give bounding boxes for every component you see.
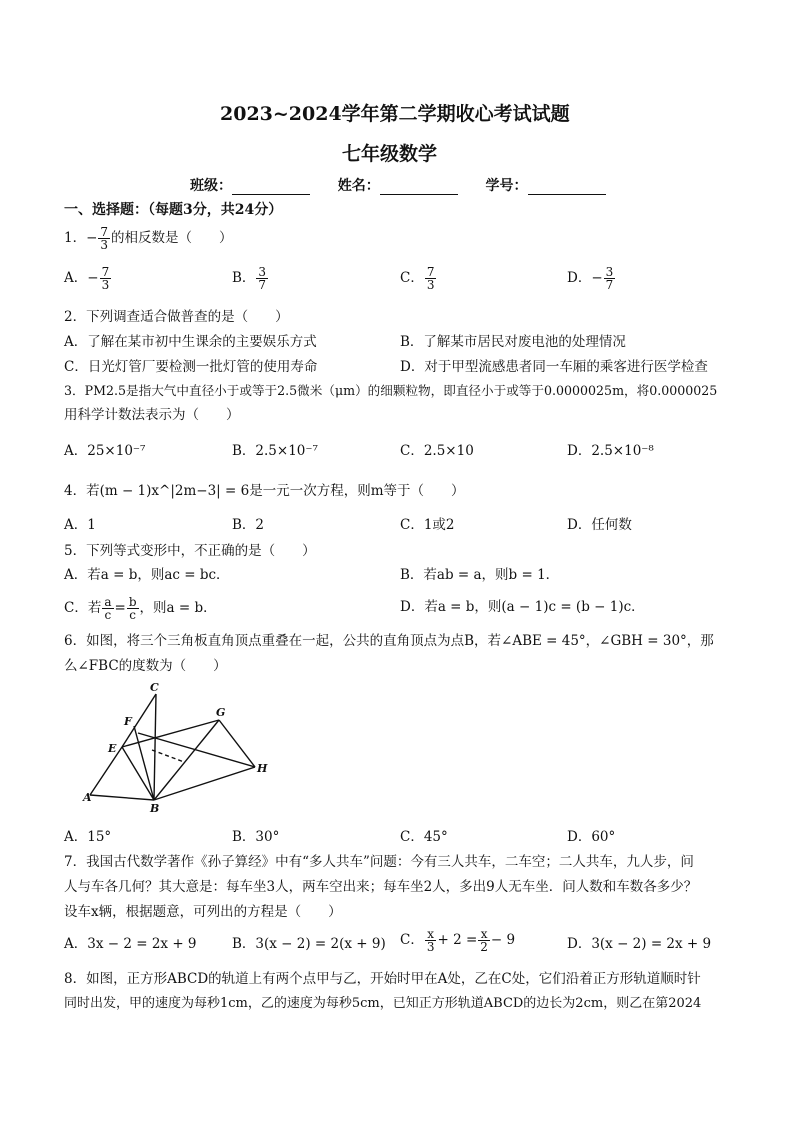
label-C: C (150, 681, 159, 694)
q7-option-d[interactable]: D．3(x − 2) = 2x + 9 (567, 936, 712, 952)
triangle-figure (80, 678, 280, 813)
question-6-stem-line2: 么∠FBC的度数为（ ） (64, 658, 227, 674)
q7-option-b[interactable]: B．3(x − 2) = 2(x + 9) (232, 936, 386, 952)
question-7-stem-line1: 7．我国古代数学著作《孙子算经》中有“多人共车”问题：今有三人共车，二车空；二人共车，九人步，问 (64, 854, 694, 870)
q6-option-b[interactable]: B．30° (232, 829, 280, 845)
q5-option-a[interactable]: A．若a = b，则ac = bc． (64, 567, 230, 583)
q3-option-a[interactable]: A．25×10⁻⁷ (64, 443, 146, 459)
q3-option-c[interactable]: C．2.5×10 (400, 443, 474, 459)
q2-option-c[interactable]: C．日光灯管厂要检测一批灯管的使用寿命 (64, 359, 318, 375)
name-blank[interactable] (380, 180, 458, 195)
question-7-stem-line2: 人与车各几何？其大意是：每车坐3人，两车空出来；每车坐2人，多出9人无车坐．问人数和车数各多少？ (64, 879, 698, 895)
q5-option-c[interactable]: C．若 $\frac{a}{c}$ = $\frac{b}{c}$ ，则a = b． (64, 595, 217, 622)
label-A: A (83, 791, 92, 804)
question-7-stem-line3: 设车x辆，根据题意，可列出的方程是（ ） (64, 904, 342, 920)
q1-option-b[interactable]: B． $\frac{3}{7}$ (232, 265, 267, 292)
id-blank[interactable] (528, 180, 606, 195)
exam-subtitle: 七年级数学 (342, 143, 438, 165)
question-4-stem: 4．若(m − 1)x^|2m−3| = 6是一元一次方程，则m等于（ ） (64, 483, 465, 499)
name-label: 姓名： (337, 178, 380, 194)
label-B: B (150, 802, 160, 813)
q5-option-b[interactable]: B．若ab = a，则b = 1． (400, 567, 560, 583)
label-H: H (257, 762, 268, 775)
label-E: E (108, 742, 117, 755)
q5-option-d[interactable]: D．若a = b，则(a − 1)c = (b − 1)c． (400, 599, 645, 615)
question-3-stem-line2: 用科学计数法表示为（ ） (64, 407, 240, 423)
student-info (190, 175, 606, 195)
q4-option-a[interactable]: A．1 (64, 517, 96, 533)
question-2-stem: 2．下列调查适合做普查的是（ ） (64, 309, 289, 325)
q7-option-c[interactable]: C． $\frac{x}{3}$ + 2 = $\frac{x}{2}$ − 9 (400, 927, 516, 954)
q3-option-d[interactable]: D．2.5×10⁻⁸ (567, 443, 654, 459)
q3-option-b[interactable]: B．2.5×10⁻⁷ (232, 443, 318, 459)
section-heading: 一、选择题：（每题3分，共24分） (64, 202, 283, 218)
q1-option-a[interactable]: A．− $\frac{7}{3}$ (64, 265, 110, 292)
q6-option-d[interactable]: D．60° (567, 829, 616, 845)
q4-option-b[interactable]: B．2 (232, 517, 265, 533)
q2-option-d[interactable]: D．对于甲型流感患者同一车厢的乘客进行医学检查 (400, 359, 708, 375)
exam-title: 2023~2024学年第二学期收心考试试题 (220, 103, 570, 125)
question-8-stem-line1: 8．如图，正方形ABCD的轨道上有两个点甲与乙，开始时甲在A处，乙在C处，它们沿着正方形轨道顺时针 (64, 971, 701, 987)
q7-option-a[interactable]: A．3x − 2 = 2x + 9 (64, 936, 197, 952)
q6-option-a[interactable]: A．15° (64, 829, 112, 845)
q1-option-c[interactable]: C． $\frac{7}{3}$ (400, 265, 435, 292)
label-G: G (216, 706, 226, 719)
q2-option-a[interactable]: A．了解在某市初中生课余的主要娱乐方式 (64, 334, 317, 350)
q4-option-d[interactable]: D．任何数 (567, 517, 632, 533)
q6-option-c[interactable]: C．45° (400, 829, 448, 845)
q1-option-d[interactable]: D．− $\frac{3}{7}$ (567, 265, 614, 292)
class-blank[interactable] (232, 180, 310, 195)
q2-option-b[interactable]: B．了解某市居民对废电池的处理情况 (400, 334, 626, 350)
id-label: 学号： (485, 178, 528, 194)
question-8-stem-line2: 同时出发，甲的速度为每秒1cm，乙的速度为每秒5cm，已知正方形轨道ABCD的边长为2cm，则乙在第2024 (64, 996, 702, 1011)
q4-option-c[interactable]: C．1或2 (400, 517, 455, 533)
question-6-stem-line1: 6．如图，将三个三角板直角顶点重叠在一起，公共的直角顶点为点B，若∠ABE = 45°，∠GBH = 30°，那 (64, 633, 714, 649)
label-F: F (124, 715, 132, 728)
question-1-stem: 1．− $\frac{7}{3}$ 的相反数是（ ） (64, 225, 233, 252)
question-3-stem-line1: 3．PM2.5是指大气中直径小于或等于2.5微米（μm）的细颗粒物，即直径小于或等于0.0000025m，将0.0000025 (64, 383, 718, 398)
question-5-stem: 5．下列等式变形中，不正确的是（ ） (64, 543, 316, 559)
class-label: 班级： (190, 178, 232, 194)
